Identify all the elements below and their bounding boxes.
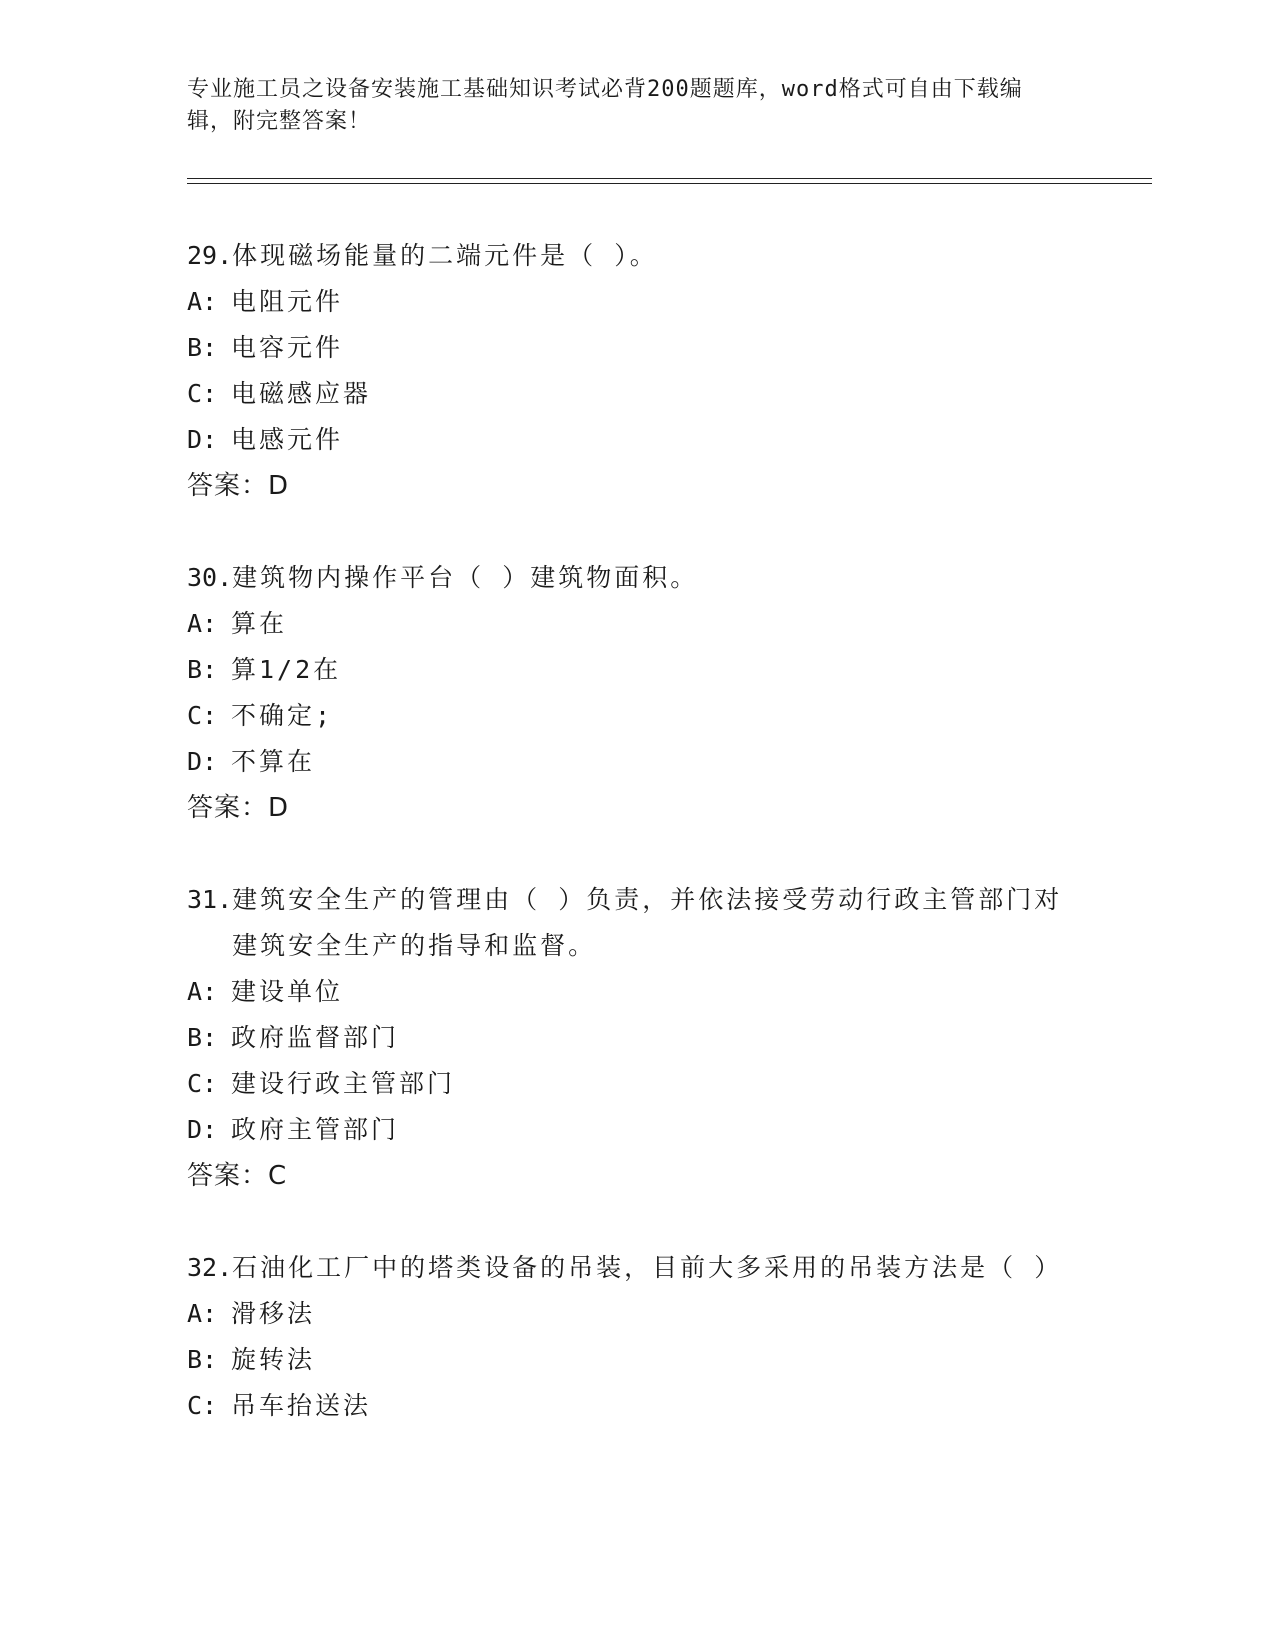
option-letter: B: — [187, 333, 218, 362]
option-text: 电磁感应器 — [231, 379, 372, 408]
question-number: 31. — [187, 885, 233, 914]
option-letter: B: — [187, 1023, 218, 1052]
option-letter: D: — [187, 747, 218, 776]
option-text: 政府主管部门 — [231, 1115, 400, 1144]
answer-option — [187, 1383, 1067, 1429]
option-letter: A: — [187, 609, 218, 638]
option-letter: D: — [187, 425, 218, 454]
answer-option — [187, 601, 1067, 647]
header-divider-bottom — [187, 183, 1152, 184]
answer-option — [187, 647, 1067, 693]
option-letter: D: — [187, 1115, 218, 1144]
question-item — [187, 555, 1067, 831]
answer-option — [187, 1061, 1067, 1107]
answer-option — [187, 1337, 1067, 1383]
question-text: 建筑物内操作平台（ ）建筑物面积。 — [232, 563, 699, 592]
option-letter: B: — [187, 1345, 218, 1374]
question-list — [187, 233, 1067, 1475]
answer-option — [187, 693, 1067, 739]
option-text: 政府监督部门 — [231, 1023, 400, 1052]
answer-option — [187, 417, 1067, 463]
option-letter: A: — [187, 977, 218, 1006]
answer-key: 答案：D — [187, 793, 290, 823]
option-text: 建设单位 — [231, 977, 344, 1006]
answer-option — [187, 1107, 1067, 1153]
question-number: 32. — [187, 1253, 233, 1282]
question-stem — [187, 877, 1067, 969]
document-header: 专业施工员之设备安装施工基础知识考试必背200题题库，word格式可自由下载编辑，附完整答案！ — [187, 77, 1023, 134]
header-divider-top — [187, 178, 1152, 179]
question-item — [187, 233, 1067, 509]
option-letter: A: — [187, 1299, 218, 1328]
question-stem — [187, 555, 1067, 601]
option-text: 电阻元件 — [231, 287, 344, 316]
option-text: 旋转法 — [231, 1345, 316, 1374]
question-stem — [187, 1245, 1067, 1291]
answer-option — [187, 371, 1067, 417]
answer-option — [187, 739, 1067, 785]
option-letter: C: — [187, 1391, 218, 1420]
question-number: 30. — [187, 563, 233, 592]
answer-option — [187, 279, 1067, 325]
option-letter: C: — [187, 701, 218, 730]
question-stem — [187, 233, 1067, 279]
option-text: 电容元件 — [231, 333, 344, 362]
answer-key: 答案：D — [187, 471, 290, 501]
option-text: 算1/2在 — [231, 655, 342, 684]
option-text: 不算在 — [231, 747, 316, 776]
option-text: 吊车抬送法 — [231, 1391, 372, 1420]
answer-option — [187, 1015, 1067, 1061]
answer-option — [187, 969, 1067, 1015]
option-text: 建设行政主管部门 — [231, 1069, 456, 1098]
answer-key: 答案：C — [187, 1161, 288, 1191]
option-text: 算在 — [231, 609, 288, 638]
option-text: 滑移法 — [231, 1299, 316, 1328]
option-letter: C: — [187, 1069, 218, 1098]
option-letter: B: — [187, 655, 218, 684]
question-text: 体现磁场能量的二端元件是（ ）。 — [232, 241, 658, 270]
question-number: 29. — [187, 241, 233, 270]
option-letter: C: — [187, 379, 218, 408]
option-letter: A: — [187, 287, 218, 316]
answer-option — [187, 325, 1067, 371]
option-text: 电感元件 — [231, 425, 344, 454]
answer-option — [187, 1291, 1067, 1337]
question-item — [187, 1245, 1067, 1429]
question-text: 石油化工厂中的塔类设备的吊装，目前大多采用的吊装方法是（ ） — [232, 1253, 1063, 1282]
option-text: 不确定; — [231, 701, 334, 730]
question-text: 建筑安全生产的管理由（ ）负责，并依法接受劳动行政主管部门对建筑安全生产的指导和监督。 — [232, 885, 1063, 960]
question-item — [187, 877, 1067, 1199]
